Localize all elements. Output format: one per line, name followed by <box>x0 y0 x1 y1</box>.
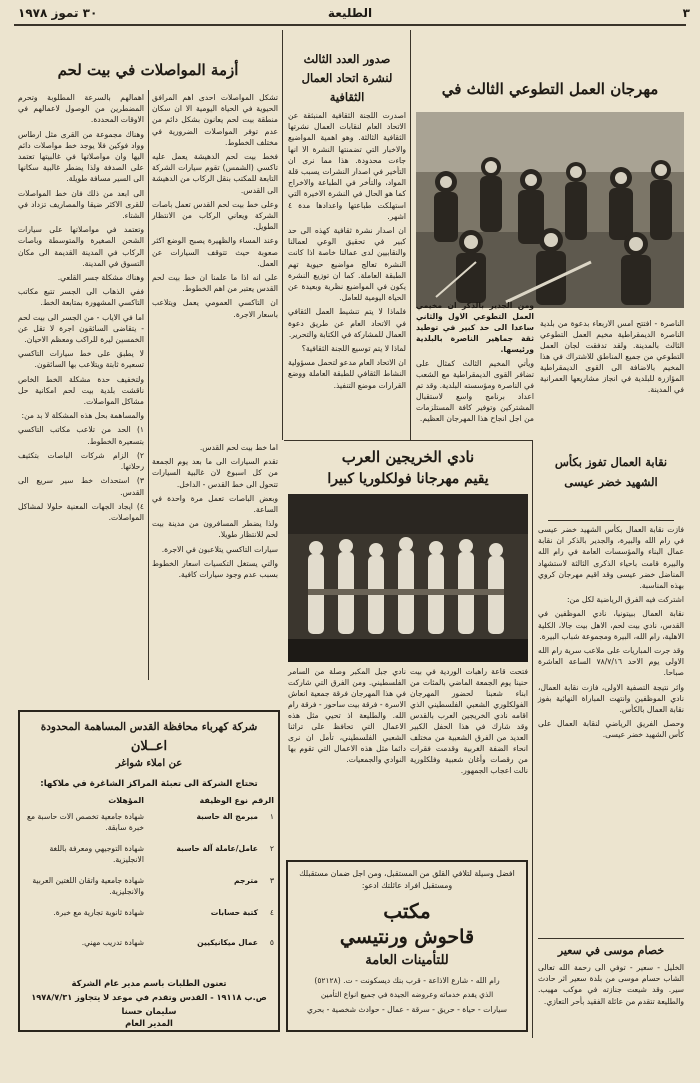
union-title: نقابة العمال تفوز بكأس الشهيد خضر عيسى <box>554 455 668 489</box>
transport-paragraph: ان التاكسي العمومي يعمل ويتلاعب باسعار الاجرة. <box>152 298 278 319</box>
transport-paragraph: وبعض الباصات تعمل مرة واحدة في الساعة. <box>152 493 278 515</box>
header-job: نوع الوظيفة <box>199 796 248 805</box>
job-title: عمال ميكانيكيين <box>197 938 258 947</box>
transport-paragraph: وعند المساء والظهيرة يصبح الوضع اكثر صعوبة حيث تتوقف السيارات عن العمل. <box>152 236 278 268</box>
obituary-title: خصام موسى في سعير <box>557 944 665 957</box>
electric-company-ad <box>18 710 280 1032</box>
electric-jobs-list <box>24 812 274 972</box>
electric-intro: تحتاج الشركة الى تعبئة المراكز الشاغرة في ملاكها: <box>40 779 258 789</box>
transport-paragraph: ولذا يضطر المسافرون من مدينة بيت لحم للانتظار طويلا. <box>152 519 278 540</box>
job-no: ٥ <box>269 938 274 947</box>
transport-paragraph: تشكل المواصلات احدى اهم المرافق الحيوية في الحياة اليومية الا ان سكان منطقة بيت لحم يعانون بشكل دائم من عدم توفر المواصلات الضرورية في مختلف الخطوط. <box>152 93 278 147</box>
transport-paragraph: اهمالهم بالسرعة المطلوبة وتحرم المضطرين من الوصول لاعمالهم في الاوقات المحددة. <box>18 93 144 125</box>
electric-announcement: اعــلان <box>130 739 168 754</box>
job-row <box>24 812 274 844</box>
union-title-rule <box>548 520 674 521</box>
transport-paragraph: ٢) الزام شركات الباصات بتكثيف رحلاتها. <box>18 450 144 472</box>
graduates-photo <box>288 494 528 662</box>
transport-paragraph: اما خط بيت لحم القدس. <box>199 443 278 452</box>
bulletin-paragraph: ان اصدار نشرة ثقافية كهذه الى حد كبير في تحقيق الوعي لعمالنا والنقابيين لدى عمالنا خاصة اذا كانت النشرة تعالج مواضيع حيوية تهم الطبقة العاملة. كما ان توزيع النشرة يكون في المواضيع نظرية وبعيدة عن الحياة اليومية للعامل. <box>288 226 406 303</box>
job-requirements: شهادة تدريب مهني. <box>81 938 144 947</box>
column-divider <box>148 90 149 680</box>
header-req: المؤهلات <box>108 796 144 805</box>
electric-company-name: شركة كهرباء محافظة القدس المساهمة المحدودة <box>40 721 258 733</box>
union-paragraph: نقابة العمال ببيتونيا، نادي الموظفين في القدس، نادي بيت لحم، الاهل بيت جالا، الكلية الاهلية، رام الله، البيرة ومجموعة شباب البيرة. <box>538 609 684 641</box>
bulletin-paragraph: لماذا لا يتم توسيع اللجنة الثقافية؟ <box>301 344 406 354</box>
job-requirements: شهادة جامعية تخصص الات حاسبة مع خبرة سابقة. <box>26 812 144 832</box>
graduates-title-line1: نادي الخريجين العرب <box>341 448 475 466</box>
insurance-phone-line: الذي يقدم خدماته وعروضه الجيدة في جميع انواع التأمين <box>320 990 494 999</box>
job-row <box>24 938 274 968</box>
insurance-ad <box>286 860 528 1032</box>
graduates-text-right: فتحت قاعة راهبات الوردية في بيت حنينا يوم الجمعة الماضي بالمئات من ابناء شعبنا لحضور المهرجان الفولكلوري الشعبي الفلسطيني الذي اقامه نادي الخريجين العرب بالقدس وقد شارك في هذا الحفل الكبير العديد من الفرق الشعبية من مختلف انحاء الضفة الغربية وقدمت فقرات من رقصات وأغان شعبية وفلكلورية نالت اعجاب الجمهور. <box>410 667 528 775</box>
obituary-rule <box>538 938 684 939</box>
header-no: الرقم <box>251 796 274 805</box>
insurance-service: للتأمينات العامة <box>365 953 449 968</box>
transport-paragraph: وتعتمد في مواصلاتها على سيارات الشحن الصغيرة والمتوسطة وباصات الركاب في المدينة القديمة الى مكان التسوق في المدينة. <box>18 225 144 268</box>
row-divider <box>284 440 532 441</box>
electric-signature-name: سليمان حسنا <box>121 1006 177 1016</box>
festival-text-right: الناصرة - افتتح امس الاربعاء بدعوة من بلدية الناصرة الديمقراطية مخيم العمل التطوعي الثالث بالمدينة. ولقد تدفقت لجان العمل التطوعي من جميع المناطق للاشتراك في هذا المخيم بالاضافة الى القوى الديمقراطية المؤازرة للبلدية في انجاز مشاريعها العمرانية في المدينة. <box>540 319 684 394</box>
transport-paragraph: ٣) استحداث خط سير سريع الى القدس. <box>18 476 144 497</box>
festival-title: مهرجان العمل التطوعي الثالث في <box>441 80 659 98</box>
job-title: مترجم <box>234 876 258 885</box>
job-row <box>24 876 274 908</box>
issue-date: ٣٠ تموز ١٩٧٨ <box>18 6 98 20</box>
job-requirements: شهادة التوجيهي ومعرفة باللغة الانجليزية. <box>49 844 144 864</box>
festival-photo-caption: ومن الجدير بالذكر ان مخيمي العمل التطوعي الاول والثاني ساعدا الى حد كبير في توطيد ثقة جماهير الناصرة بالبلدية ورئيسها. <box>416 301 534 354</box>
column-divider <box>410 30 411 440</box>
festival-text-left-body: ويأتي المخيم الثالث كمثال على تضافر القوى الديمقراطية مع الشعب في الناصرة ومؤسسته البلدية. وقد تم اعداد برنامج واسع لاستقبال المشتركين وتوفير كافة المستلزمات من اجل انجاح هذا المهرجان العظيم. <box>416 359 534 423</box>
insurance-address: رام الله - شارع الاذاعة - قرب بنك ديسكونت - ت. (٥٢١٢٨) <box>314 976 500 985</box>
graduates-text-left: نادي جبل المكبر وصلة من السامر الفلسطيني. ومن الفرق التي شاركت في هذا المهرجان فرقة جمعية انعاش الاسرة - فرقة بيت ساحور - فرقة رام الله. والطليعة اذ تحيي مثل هذه الاعمال التي تحافظ على تراثنا الشعبي الفلسطيني، تأمل ان نرى دائما مثل هذه الاعمال التي تقوم بها النوادي والجمعيات. <box>288 667 406 764</box>
graduates-title-line2: يقيم مهرجانا فولكلوريا كبيرا <box>327 471 489 487</box>
festival-photo <box>416 112 684 308</box>
job-no: ١ <box>269 812 274 821</box>
transport-paragraph: ٤) ايجاد الجهات المعنية حلولا لمشاكل المواصلات. <box>18 501 144 522</box>
insurance-names: قاحوش ورنتيسي <box>339 926 475 948</box>
job-row <box>24 844 274 876</box>
insurance-types: سيارات - حياة - حريق - سرقة - عمال - حوادث شخصية - بحري <box>307 1005 507 1014</box>
union-paragraph: وقد جرت المباريات على ملاعب سرية رام الله الاولى يوم الاحد ٧٨/٧/١٦ الساعة العاشرة صباحا. <box>538 646 684 678</box>
transport-paragraph: وهناك مشكلة جسر القلعي. <box>57 273 144 283</box>
job-requirements: شهادة ثانوية تجارية مع خبرة. <box>53 908 144 917</box>
transport-paragraph: والتي يستغل التكسيات اسعار الخطوط بسبب عدم وجود سيارات كافية. <box>152 558 278 580</box>
bulletin-paragraph: اصدرت اللجنة الثقافية المنبثقة عن الاتحاد العام لنقابات العمال نشرتها الثقافية الثالثة. وهو اهمية المواضيع والاخبار التي تضمنتها النشرة الا انها جاءت محدودة. هذا مما نرى ان التأخير في اصدار النشرات يسبب قلة المواد، والتأخر في الطباعة والاخراج كما هو الحال في النشرة الاخيرة التي استهلكت طباعتها واعدادها مدة ٤ اشهر. <box>288 111 406 221</box>
insurance-office-label: مكتب <box>383 899 431 923</box>
union-paragraph: فازت نقابة العمال بكأس الشهيد خضر عيسى في رام الله والبيرة، والجدير بالذكر ان نقابة عمال البناء والمؤسسات العامة في رام الله والبيرة قامت باحياء الذكرى الثالثة لاستشهاد المناضل خضر عيسى وقد اقيم مهرجان كروي بهذه المناسبة. <box>538 525 684 591</box>
transport-paragraph: اما في الاياب - من الجسر الى بيت لحم - يتقاضى السائقون اجرة لا تقل عن الخمسين ليرة للراكب ومعظم الاحيان. <box>18 312 144 345</box>
electric-signature-title: المدير العام <box>125 1018 173 1028</box>
transport-paragraph: على انه اذا ما علمنا ان خط بيت لحم القدس يعتبر من اهم الخطوط. <box>152 273 278 294</box>
union-paragraph: اشتركت فيه الفرق الرياضية لكل من: <box>567 595 684 605</box>
transport-paragraph: ولتخفيف حدة مشكلة الخط الخاص ناقشت بلدية بيت لحم امكانية حل مشاكل المواصلات. <box>18 374 144 407</box>
transport-col-right <box>18 92 144 682</box>
transport-title: أزمة المواصلات في بيت لحم <box>57 61 239 79</box>
union-paragraph: واثر نتيجة التصفية الاولى، فازت نقابة العمال، نادي الموظفين وانتهت المباراة النهائية بفوز نقابة العمال بالكأس. <box>538 682 684 715</box>
job-title: عامل/عاملة آلة حاسبة <box>176 844 258 853</box>
paper-name: الطليعة <box>327 6 373 20</box>
bulletin-paragraph: فلماذا لا يتم تنشيط العمل الثقافي في الاتحاد العام عن طريق دعوة العمال للمشاركة في الكتابة والتحرير. <box>288 307 406 339</box>
bulletin-title: صدور العدد الثالث لنشرة اتحاد العمال الثقافية <box>301 52 393 104</box>
job-title: كتبة حسابات <box>210 908 258 917</box>
transport-paragraph: سيارات التاكسي يتلاعبون في الاجرة. <box>161 544 278 554</box>
transport-paragraph: تقدم السيارات الى ما بعد يوم الجمعة من كل اسبوع لان غالبية السيارات تتحول الى خط القدس - الداخل. <box>152 457 278 489</box>
transport-paragraph: فخط بيت لحم الدهيشة يعمل عليه تاكسي (الشمس) تقوم سيارات الشركة التابعة للمكتب بنقل الركاب من الدهيشة الى القدس. <box>152 152 278 195</box>
bulletin-paragraph: ان الاتحاد العام مدعو لتحمل مسؤولية النشاط الثقافي للطبقة العاملة ووضع القرارات موضع التنفيذ. <box>288 358 406 390</box>
job-no: ٣ <box>269 876 274 885</box>
transport-paragraph: وعلى خط بيت لحم القدس تعمل باصات الشركة ويعاني الركاب من الانتظار الطويل. <box>152 199 278 232</box>
masthead-rule <box>14 24 686 26</box>
job-requirements: شهادة جامعية واتقان اللغتين العربية والانجليزية. <box>32 876 144 896</box>
column-divider <box>532 440 533 1038</box>
bulletin-body <box>288 110 406 438</box>
electric-table-header <box>24 796 274 810</box>
transport-col-left <box>152 92 278 438</box>
insurance-top-line: افضل وسيلة لتلافي القلق من المستقبل، ومن اجل ضمان مستقبلك ومستقبل افراد عائلتك ادعو: <box>299 869 515 890</box>
transport-paragraph: لا يطبق على خط سيارات التاكسي تسعيرة ثابتة ويتلاعب بها السائقون. <box>18 349 144 370</box>
transport-paragraph: الى ابعد من ذلك فان خط المواصلات للقرى الاكثر ضيقا والمصاريف تزداد في الشتاء. <box>18 188 144 221</box>
column-divider <box>282 30 283 440</box>
transport-col-left-cont <box>152 442 278 682</box>
union-body <box>538 524 684 934</box>
job-no: ٢ <box>269 844 274 853</box>
electric-footer-2: ص.ب ١٩١١٨ - القدس وتقدم في موعد لا يتجاوز ١٩٧٨/٧/٣١ <box>31 992 267 1002</box>
festival-text-left <box>416 292 534 434</box>
transport-paragraph: ١) الحد من تلاعب مكاتب التاكسي بتسعيرة الخطوط. <box>18 425 144 446</box>
job-row <box>24 908 274 938</box>
union-paragraph: وحصل الفريق الرياضي لنقابة العمال على كأس الشهيد خضر عيسى. <box>538 719 684 740</box>
page-number: ٣ <box>682 6 690 20</box>
obituary-body: الخليل - سعير - توفي الى رحمة الله تعالى الشاب حسام موسى من بلدة سعير اثر حادث سير. وقد شيعت جنازته في موكب مهيب. والطليعة تتقدم من عائلة الفقيد بأحر التعازي. <box>538 963 684 1006</box>
transport-paragraph: والمساهمة بحل هذه المشكلة لا بد من: <box>21 411 144 421</box>
transport-paragraph: وهناك مجموعة من القرى مثل ارطاس وواد فوكين فلا يوجد خط مواصلات دائم اليها وان مواصلاتها في غالبيتها تعتمد على الصدفة ولذا يضطر غالبية سكانها الى السير مسافة طويلة. <box>18 129 144 184</box>
electric-subtitle: عن املاء شواغر <box>115 758 183 769</box>
electric-footer-1: تعنون الطلبات باسم مدير عام الشركة <box>71 978 227 988</box>
transport-paragraph: ففي الذهاب الى الجسر تتبع مكاتب التاكسي المشهورة بمتابعة الخط. <box>18 287 144 308</box>
job-no: ٤ <box>269 908 274 917</box>
job-title: مبرمج الة حاسبة <box>196 812 258 821</box>
